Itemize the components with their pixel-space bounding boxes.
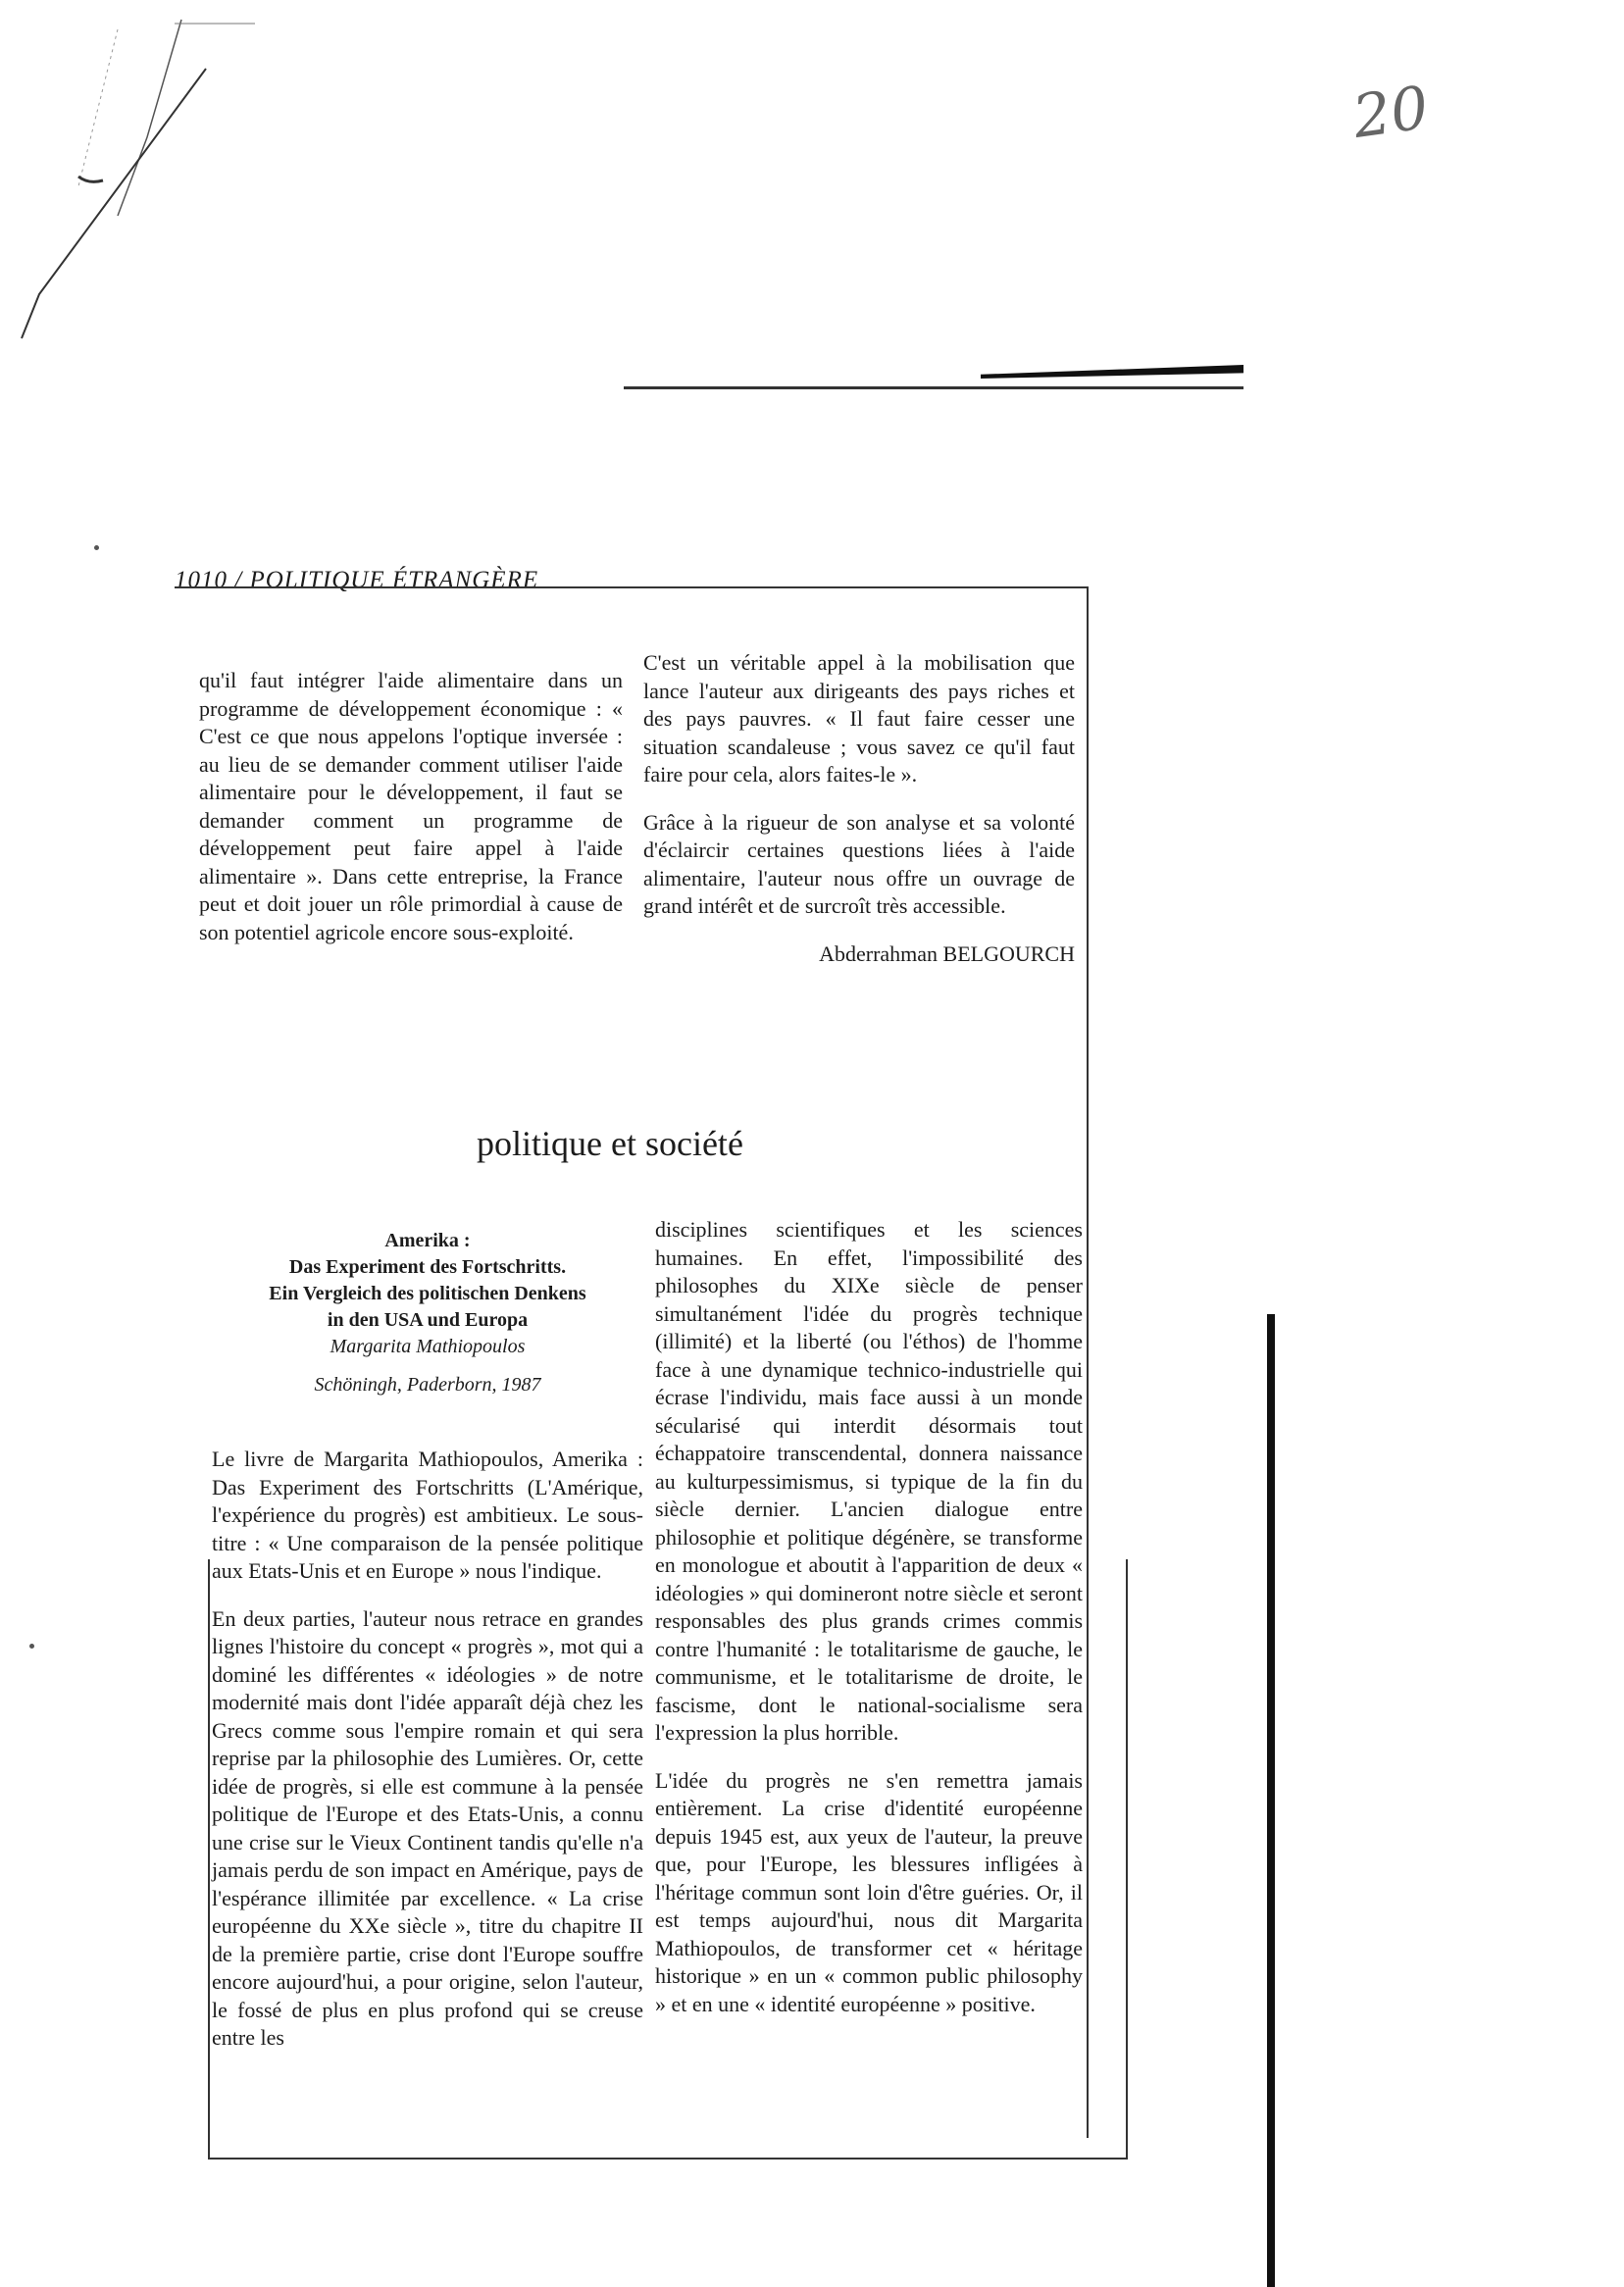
paragraph: Grâce à la rigueur de son analyse et sa volonté d'éclaircir certaines questions liées à l'aide alimentaire, l'auteur nous offre un ouvrage de grand intérêt et de surcroît très accessible. [643,809,1075,918]
paragraph: qu'il faut intégrer l'aide alimentaire dans un programme de développement économique : « C'est ce que nous appelons l'optique inversée : au lieu de se demander comment utiliser l'aide alimentaire pour le développement, il faut se demander comment un programme de développement peut faire appel à l'aide alimentaire ». Dans cette entreprise, la France peut et doit jouer un rôle primordial à cause de son potentiel agricole encore sous-exploité. [199,668,623,944]
section-title: politique et société [477,1124,743,1163]
frame-line-bottom [208,2158,1128,2160]
page-header: 1010 / POLITIQUE ÉTRANGÈRE [175,567,539,593]
scan-dot [94,545,99,550]
frame-line-right [1126,1559,1128,2158]
scan-dot [29,1644,34,1649]
review-signature: Abderrahman BELGOURCH [819,940,1075,966]
frame-line-left [208,1559,210,2158]
paragraph: disciplines scientifiques et les sciences humaines. En effet, l'impossibilité des philosophes du XIXe siècle de penser simultanément l'idée du progrès technique (illimité) et la liberté (ou l'éthos) de l'homme face à une dynamique technico-industrielle qui écrase l'individu, mais face aussi à un monde sécularisé qui interdit désormais tout échappatoire transcendental, donnera naissance au kulturpessimismus, si typique de la fin du siècle dernier. L'ancien dialogue entre philosophie et politique dégénère, se transforme en monologue et aboutit à l'apparition de deux « idéologies » qui domineront notre siècle et seront responsables des plus grands crimes commis contre l'humanité : le totalitarisme de gauche, le communisme, et le totalitarisme de droite, le fascisme, dont le national-socialisme sera l'expression la plus horrible. [655,1217,1083,1745]
book-title-line: Das Experiment des Fortschritts. [288,1256,567,1278]
handwritten-page-number: 20 [1348,74,1433,152]
book-title-line: Ein Vergleich des politischen Denkens [269,1283,586,1304]
paragraph: En deux parties, l'auteur nous retrace en grandes lignes l'histoire du concept « progrès », mot qui a dominé les différentes « idéologies » de notre modernité mais dont l'idée apparaît déjà chez les Grecs comme sous l'empire romain et qui sera reprise par la philosophie des Lumières. Or, cette idée de progrès, si elle est commune à la pensée politique de l'Europe et des Etats-Unis, a connu une crise sur le Vieux Continent tandis qu'elle n'a jamais perdu de son impact en Amérique, pays de l'espérance illimitée par excellence. « La crise européenne du XXe siècle », titre du chapitre II de la première partie, crise dont l'Europe souffre encore aujourd'hui, a pour origine, selon l'auteur, le fossé de plus en plus profond qui se creuse entre les [212,1605,643,2050]
book-title-line: in den USA und Europa [327,1309,529,1331]
paragraph: C'est un véritable appel à la mobilisation que lance l'auteur aux dirigeants des pays riches et des pays pauvres. « Il faut faire cesser une situation scandaleuse ; vous savez ce qu'il faut faire pour cela, alors faites-le ». [643,650,1075,787]
bottom-right-column [655,1216,1083,2038]
scan-margin-scribble [0,0,255,373]
paragraph: Le livre de Margarita Mathiopoulos, Amerika : Das Experiment des Fortschritts (L'Amérique, l'expérience du progrès) est ambitieux. Le sous-titre : « Une comparaison de la pensée politique aux Etats-Unis et en Europe » nous l'indique. [212,1447,643,1583]
book-title-line: Amerika : [384,1230,471,1251]
scan-line [624,386,1243,389]
review-book-header [212,1228,643,1398]
scan-line-thick [981,365,1243,379]
scan-edge-bar [1267,1314,1275,2287]
bottom-left-column [212,1228,643,2072]
top-right-column [643,649,1075,968]
book-author: Margarita Mathiopoulos [330,1336,526,1357]
top-left-column [199,667,623,966]
book-publisher: Schöningh, Paderborn, 1987 [314,1374,541,1396]
paragraph: L'idée du progrès ne s'en remettra jamais entièrement. La crise d'identité européenne depuis 1945 est, aux yeux de l'auteur, la preuve que, pour l'Europe, les blessures infligées à l'héritage commun sont loin d'être guéries. Or, il est temps aujourd'hui, nous dit Margarita Mathiopoulos, de transformer cet « héritage historique » en un « common public philosophy » et en une « identité européenne » positive. [655,1767,1083,2016]
